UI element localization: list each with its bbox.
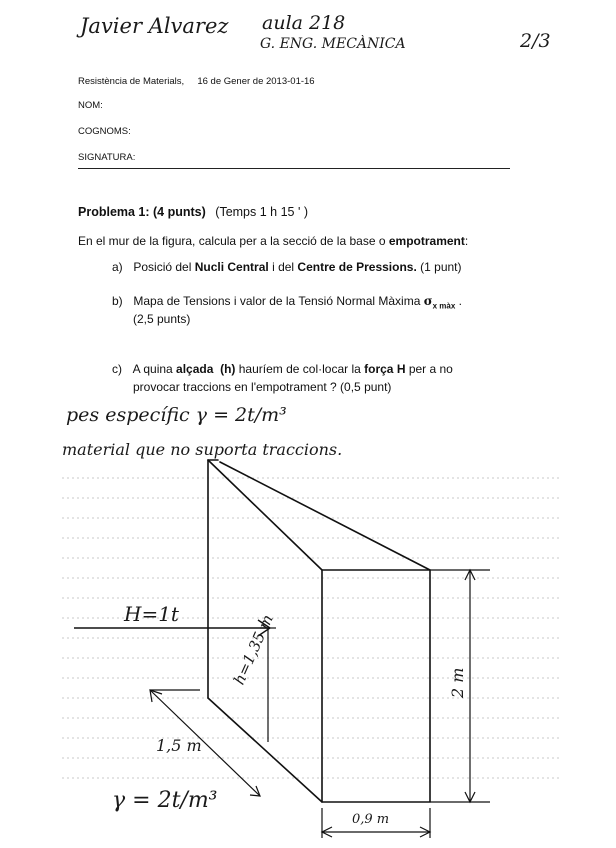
sigma-symbol: σ	[423, 294, 433, 308]
wall-height-label: 2 m	[448, 667, 467, 698]
item-a-mid: i del	[268, 260, 298, 274]
intro-text: En el mur de la figura, calcula per a la secció de la base o	[78, 234, 389, 248]
page-number: 2/3	[520, 30, 551, 52]
item-c-line2: provocar traccions en l'empotrament ? (0,5 punt)	[133, 380, 392, 394]
wall-outline	[208, 460, 430, 802]
h-label: h=1,35 m	[230, 611, 277, 688]
item-c-bold1: alçada	[176, 362, 214, 376]
item-c-end: per a no	[405, 362, 453, 376]
item-a-end: (1 punt)	[416, 260, 462, 274]
thickness-label: 0,9 m	[352, 812, 390, 827]
item-a-label: a)	[112, 260, 123, 274]
student-name: Javier Alvarez	[80, 14, 229, 38]
item-c-label: c)	[112, 362, 122, 376]
item-c-bold2: (h)	[220, 362, 236, 376]
item-b-end: .	[455, 294, 462, 308]
course-line: Resistència de Materials, 16 de Gener de 2013-01-16	[78, 76, 315, 87]
item-b-text: Mapa de Tensions i valor de la Tensió Normal Màxima	[133, 294, 424, 308]
item-a-bold1: Nucli Central	[194, 260, 269, 274]
item-a-text: Posició del	[133, 260, 195, 274]
intro-end: :	[464, 234, 469, 248]
specific-weight-note: pes específic γ = 2t/m³	[66, 404, 287, 426]
item-a-bold2: Centre de Pressions.	[297, 260, 417, 274]
item-b-label: b)	[112, 294, 123, 308]
bottom-weight-note: γ = 2t/m³	[112, 788, 218, 813]
degree-group: G. ENG. MECÀNICA	[260, 36, 406, 52]
item-c-mid: hauríem de col·locar la	[235, 362, 365, 376]
classroom: aula 218	[262, 12, 346, 34]
cognoms-label: COGNOMS:	[78, 126, 131, 137]
item-c-bold3: força H	[364, 362, 406, 376]
problem-time: (Temps 1 h 15 ' )	[215, 205, 308, 219]
force-label: H=1t	[124, 602, 179, 626]
item-c-text: A quina	[132, 362, 177, 376]
item-b-points: (2,5 punts)	[133, 312, 191, 326]
nom-label: NOM:	[78, 100, 103, 111]
sigma-subscript: x màx	[432, 301, 456, 311]
material-note: material que no suporta traccions.	[62, 440, 343, 459]
problem-title: Problema 1: (4 punts)	[78, 205, 206, 219]
intro-bold: empotrament	[388, 234, 465, 248]
signatura-label: SIGNATURA:	[78, 152, 136, 163]
length-label: 1,5 m	[156, 736, 202, 755]
